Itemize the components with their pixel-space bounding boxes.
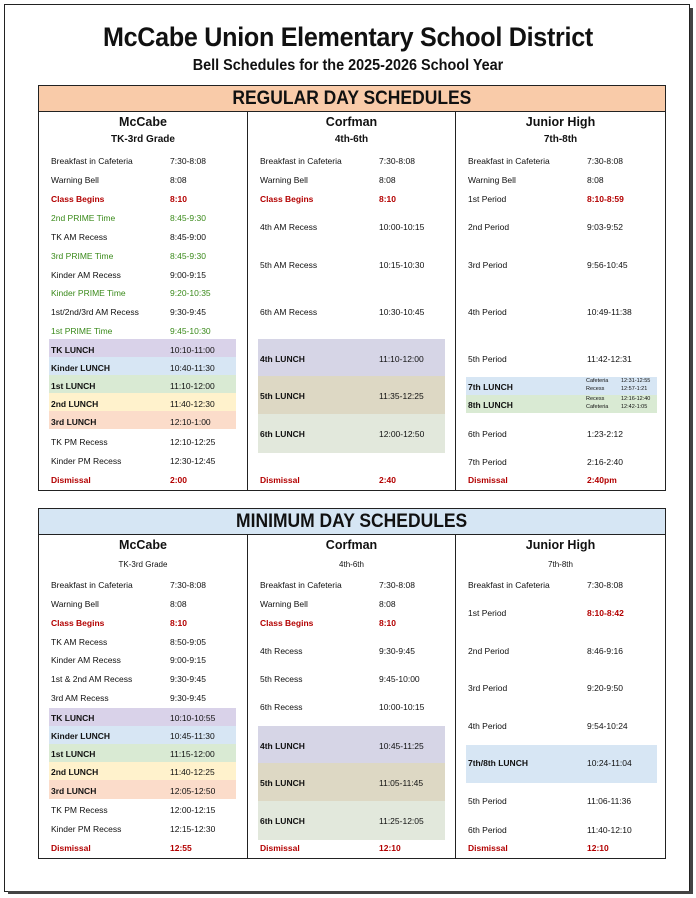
row-time: 12:10-1:00	[170, 417, 211, 427]
row-time: 12:10-12:25	[170, 437, 216, 447]
minimum-junior-high-column	[455, 535, 665, 858]
row-label: 7th Period	[468, 457, 507, 467]
school-name: McCabe	[119, 115, 167, 129]
minimum-day-header-text: MINIMUM DAY SCHEDULES	[236, 511, 468, 532]
row-label: Dismissal	[468, 843, 508, 853]
row-label: 3rd PRIME Time	[51, 251, 114, 261]
row-label: Dismissal	[51, 843, 91, 853]
school-name: Corfman	[325, 115, 378, 129]
row-time: 10:30-10:45	[379, 307, 425, 317]
row-label: Kinder AM Recess	[51, 270, 121, 280]
row-time: 8:10	[170, 194, 188, 204]
row-time: 10:45-11:30	[170, 731, 215, 741]
row-time: 9:45-10:30	[170, 326, 211, 336]
row-time: 9:00-9:15	[170, 270, 206, 280]
row-label: 6th LUNCH	[260, 816, 305, 826]
row-time: 11:35-12:25	[379, 391, 424, 401]
row-label: 1st Period	[468, 194, 507, 204]
row-time: 8:10-8:59	[587, 194, 624, 204]
regular-mccabe-column	[39, 112, 247, 490]
row-label: Kinder PRIME Time	[51, 288, 126, 298]
row-time: 11:15-12:00	[170, 749, 215, 759]
row-time: 10:49-11:38	[587, 307, 632, 317]
school-name: Junior High	[525, 538, 596, 552]
row-label: 5th Period	[468, 796, 507, 806]
row-time: 8:10	[379, 618, 397, 628]
row-time: 10:24-11:04	[587, 758, 632, 768]
row-label: Class Begins	[51, 618, 105, 628]
row-time: 8:08	[170, 175, 187, 185]
lunch-detail-time: 12:16-12:40	[621, 396, 651, 402]
row-time: 11:40-12:25	[170, 767, 215, 777]
row-label: 1st/2nd/3rd AM Recess	[51, 307, 139, 317]
row-label: 5th LUNCH	[260, 391, 305, 401]
row-label: 3rd Period	[468, 260, 508, 270]
row-label: Breakfast in Cafeteria	[51, 156, 133, 166]
lunch-detail-time: 12:31-12:55	[621, 378, 651, 384]
row-label: 4th Period	[468, 307, 507, 317]
row-label: Warning Bell	[51, 599, 99, 609]
row-time: 7:30-8:08	[379, 156, 415, 166]
row-label: Breakfast in Cafeteria	[260, 580, 342, 590]
school-name: Corfman	[325, 538, 378, 552]
row-time: 8:08	[379, 175, 396, 185]
page-shadow-bottom	[8, 891, 693, 894]
row-label: Kinder PM Recess	[51, 824, 122, 834]
row-label: 5th Period	[468, 354, 507, 364]
row-label: 4th AM Recess	[260, 222, 318, 232]
row-time: 8:08	[170, 599, 187, 609]
row-time: 12:30-12:45	[170, 456, 216, 466]
row-label: 1st Period	[468, 608, 507, 618]
row-time: 8:50-9:05	[170, 637, 206, 647]
regular-day-header-text: REGULAR DAY SCHEDULES	[232, 88, 472, 109]
row-time: 11:06-11:36	[587, 796, 632, 806]
row-label: 6th Period	[468, 429, 507, 439]
row-time: 8:08	[379, 599, 396, 609]
row-time: 7:30-8:08	[170, 580, 206, 590]
row-label: TK LUNCH	[51, 345, 95, 355]
row-time: 2:00	[170, 475, 188, 485]
row-time: 11:40-12:10	[587, 825, 632, 835]
row-label: Warning Bell	[468, 175, 516, 185]
row-label: Warning Bell	[51, 175, 99, 185]
row-label: 2nd Period	[468, 646, 510, 656]
grade-range: TK-3rd Grade	[118, 560, 168, 569]
row-time: 7:30-8:08	[587, 156, 623, 166]
row-time: 8:10	[170, 618, 188, 628]
page-shadow-right	[690, 8, 693, 893]
row-label: 1st LUNCH	[51, 381, 96, 391]
row-label: Breakfast in Cafeteria	[51, 580, 133, 590]
grade-range: 4th-6th	[339, 560, 364, 569]
regular-day-section	[38, 85, 666, 491]
row-label: 6th AM Recess	[260, 307, 318, 317]
lunch-detail-time: 12:57-1:21	[621, 386, 648, 392]
minimum-day-section	[38, 508, 666, 859]
row-time: 2:40	[379, 475, 397, 485]
row-label: Class Begins	[260, 194, 314, 204]
row-time: 7:30-8:08	[379, 580, 415, 590]
row-label: TK PM Recess	[51, 805, 108, 815]
row-label: 4th Recess	[260, 646, 303, 656]
row-label: Warning Bell	[260, 175, 308, 185]
lunch-detail-time: 12:42-1:05	[621, 404, 648, 410]
row-time: 10:10-10:55	[170, 713, 216, 723]
row-time: 8:08	[587, 175, 604, 185]
row-time: 9:30-9:45	[379, 646, 415, 656]
minimum-mccabe-column	[39, 535, 247, 858]
row-time: 10:45-11:25	[379, 741, 424, 751]
lunch-detail-label: Cafeteria	[586, 404, 609, 410]
row-label: 5th Recess	[260, 674, 303, 684]
row-time: 11:05-11:45	[379, 778, 424, 788]
row-time: 12:15-12:30	[170, 824, 216, 834]
row-label: 3rd LUNCH	[51, 786, 97, 796]
row-label: Class Begins	[260, 618, 314, 628]
row-label: Breakfast in Cafeteria	[260, 156, 342, 166]
minimum-day-header	[39, 509, 665, 535]
row-label: 2nd LUNCH	[51, 767, 99, 777]
grade-range: 7th-8th	[543, 134, 578, 145]
row-time: 7:30-8:08	[587, 580, 623, 590]
grade-range: TK-3rd Grade	[111, 134, 175, 145]
row-label: 4th Period	[468, 721, 507, 731]
row-time: 9:30-9:45	[170, 674, 206, 684]
row-time: 9:00-9:15	[170, 655, 206, 665]
row-time: 12:10	[587, 843, 609, 853]
grade-range: 7th-8th	[548, 560, 573, 569]
row-time: 8:10-8:42	[587, 608, 624, 618]
row-time: 9:56-10:45	[587, 260, 628, 270]
row-time: 8:45-9:00	[170, 232, 206, 242]
page-subtitle: Bell Schedules for the 2025-2026 School Year	[192, 57, 504, 74]
row-time: 9:45-10:00	[379, 674, 420, 684]
row-time: 10:00-10:15	[379, 702, 425, 712]
row-time: 12:10	[379, 843, 401, 853]
regular-day-header	[39, 86, 665, 112]
row-label: Dismissal	[260, 843, 300, 853]
row-label: 1st LUNCH	[51, 749, 96, 759]
row-time: 8:45-9:30	[170, 251, 206, 261]
row-label: TK PM Recess	[51, 437, 108, 447]
row-time: 10:15-10:30	[379, 260, 425, 270]
row-label: 6th Recess	[260, 702, 303, 712]
row-label: Kinder AM Recess	[51, 655, 121, 665]
row-time: 11:10-12:00	[170, 381, 215, 391]
regular-junior-high-column	[455, 112, 665, 490]
row-time: 9:54-10:24	[587, 721, 628, 731]
row-label: Dismissal	[51, 475, 91, 485]
row-time: 11:40-12:30	[170, 399, 215, 409]
row-label: 1st PRIME Time	[51, 326, 113, 336]
row-time: 1:23-2:12	[587, 429, 623, 439]
row-time: 8:46-9:16	[587, 646, 623, 656]
row-label: Warning Bell	[260, 599, 308, 609]
row-time: 8:45-9:30	[170, 213, 206, 223]
school-name: Junior High	[525, 115, 596, 129]
minimum-corfman-column	[247, 535, 455, 858]
row-label: Breakfast in Cafeteria	[468, 580, 550, 590]
row-time: 8:10	[379, 194, 397, 204]
row-time: 2:40pm	[587, 475, 617, 485]
row-time: 2:16-2:40	[587, 457, 623, 467]
row-time: 10:10-11:00	[170, 345, 215, 355]
lunch-detail-label: Recess	[586, 386, 605, 392]
row-time: 9:20-10:35	[170, 288, 211, 298]
row-label: 1st & 2nd AM Recess	[51, 674, 133, 684]
row-time: 10:40-11:30	[170, 363, 215, 373]
row-label: 5th LUNCH	[260, 778, 305, 788]
row-label: Kinder LUNCH	[51, 363, 111, 373]
row-label: Breakfast in Cafeteria	[468, 156, 550, 166]
row-label: Dismissal	[468, 475, 508, 485]
lunch-detail-label: Recess	[586, 396, 605, 402]
row-time: 10:00-10:15	[379, 222, 425, 232]
row-time: 9:03-9:52	[587, 222, 623, 232]
row-label: 7th/8th LUNCH	[468, 758, 528, 768]
row-label: TK AM Recess	[51, 232, 108, 242]
row-label: Class Begins	[51, 194, 105, 204]
row-time: 11:25-12:05	[379, 816, 424, 826]
lunch-detail-label: Cafeteria	[586, 378, 609, 384]
row-label: 2nd Period	[468, 222, 510, 232]
row-label: 5th AM Recess	[260, 260, 318, 270]
row-time: 9:20-9:50	[587, 683, 623, 693]
row-time: 12:00-12:15	[170, 805, 216, 815]
row-label: 3rd Period	[468, 683, 508, 693]
row-label: TK AM Recess	[51, 637, 108, 647]
row-label: 2nd LUNCH	[51, 399, 99, 409]
row-label: 4th LUNCH	[260, 741, 305, 751]
row-time: 9:30-9:45	[170, 307, 206, 317]
row-time: 12:05-12:50	[170, 786, 216, 796]
row-label: 6th LUNCH	[260, 429, 305, 439]
row-label: 2nd PRIME Time	[51, 213, 116, 223]
grade-range: 4th-6th	[334, 134, 369, 145]
row-time: 12:00-12:50	[379, 429, 425, 439]
row-label: 6th Period	[468, 825, 507, 835]
row-label: 4th LUNCH	[260, 354, 305, 364]
row-time: 11:10-12:00	[379, 354, 424, 364]
row-label: 3rd AM Recess	[51, 693, 109, 703]
row-label: Kinder PM Recess	[51, 456, 122, 466]
regular-corfman-column	[247, 112, 455, 490]
school-name: McCabe	[119, 538, 167, 552]
row-time: 12:55	[170, 843, 192, 853]
row-label: Kinder LUNCH	[51, 731, 111, 741]
row-label: TK LUNCH	[51, 713, 95, 723]
row-time: 9:30-9:45	[170, 693, 206, 703]
row-label: 8th LUNCH	[468, 400, 513, 410]
page-title: McCabe Union Elementary School District	[102, 22, 594, 52]
row-time: 7:30-8:08	[170, 156, 206, 166]
row-label: 3rd LUNCH	[51, 417, 97, 427]
row-label: Dismissal	[260, 475, 300, 485]
row-label: 7th LUNCH	[468, 382, 513, 392]
row-time: 11:42-12:31	[587, 354, 632, 364]
